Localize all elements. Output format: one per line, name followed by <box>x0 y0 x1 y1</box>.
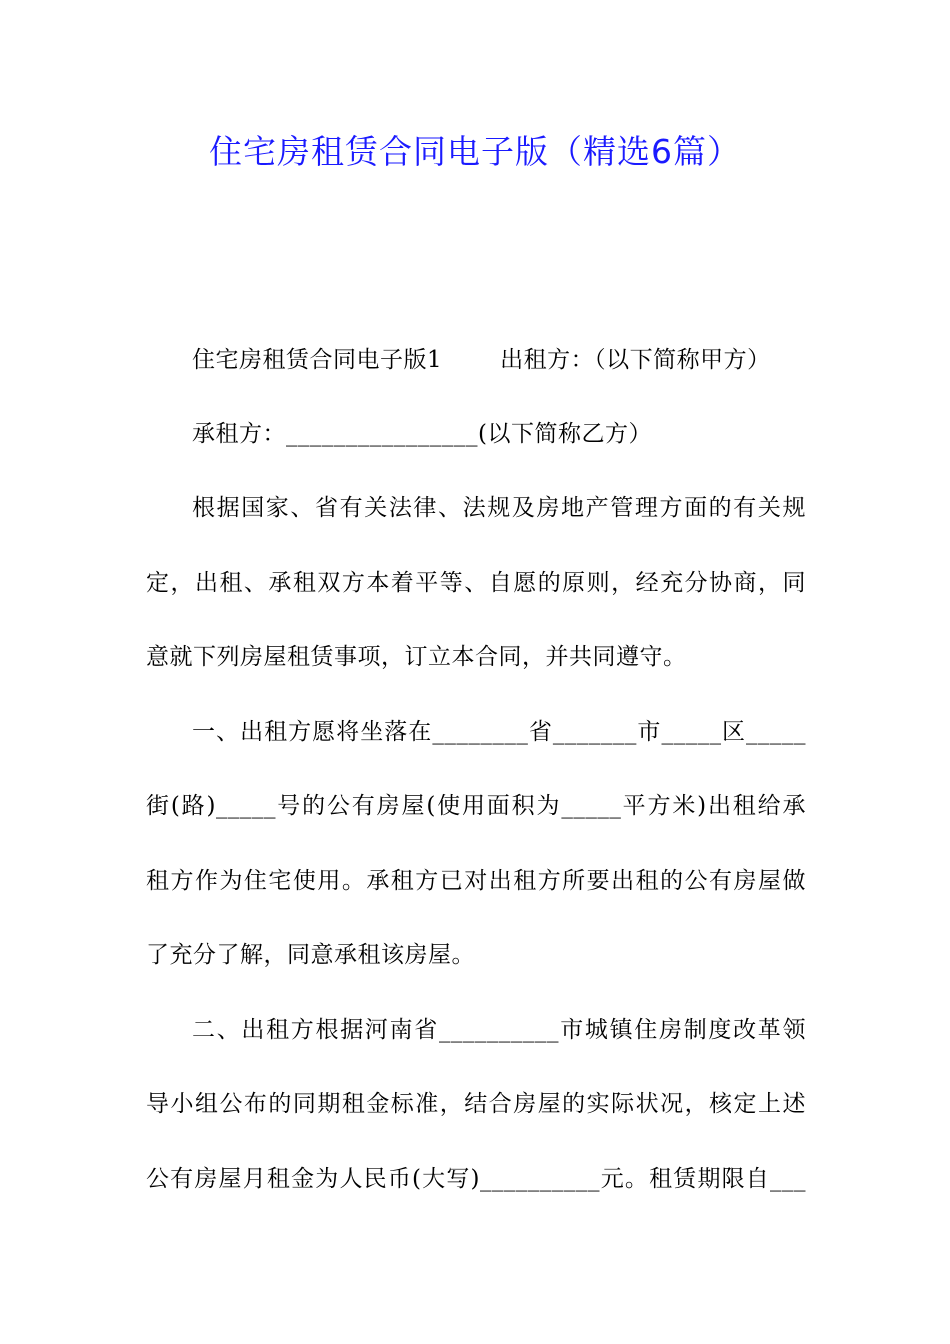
lessee-line: 承租方：________________(以下简称乙方） <box>192 421 652 447</box>
contract-number-label: 住宅房租赁合同电子版1 <box>192 347 443 373</box>
paragraph-line: 根据国家、省有关法律、法规及房地产管理方面的有关规 <box>192 495 806 521</box>
paragraph-line: 一、出租方愿将坐落在________省_______市_____区_____ <box>192 719 806 745</box>
paragraph-line: 了充分了解，同意承租该房屋。 <box>146 942 475 968</box>
lessor-label: 出租方：（以下简称甲方） <box>500 347 771 373</box>
paragraph-line: 定，出租、承租双方本着平等、自愿的原则，经充分协商，同 <box>146 570 806 596</box>
paragraph-line: 意就下列房屋租赁事项，订立本合同，并共同遵守。 <box>146 644 687 670</box>
paragraph-line: 公有房屋月租金为人民币(大写)__________元。租赁期限自___ <box>146 1166 806 1192</box>
contract-heading-line <box>192 344 806 376</box>
document-title: 住宅房租赁合同电子版（精选6篇） <box>209 132 741 171</box>
paragraph-line: 街(路)_____号的公有房屋(使用面积为_____平方米)出租给承 <box>146 793 806 819</box>
paragraph-line: 租方作为住宅使用。承租方已对出租方所要出租的公有房屋做 <box>146 868 806 894</box>
paragraph-line: 导小组公布的同期租金标准，结合房屋的实际状况，核定上述 <box>146 1091 806 1117</box>
paragraph-line: 二、出租方根据河南省__________市城镇住房制度改革领 <box>192 1017 806 1043</box>
